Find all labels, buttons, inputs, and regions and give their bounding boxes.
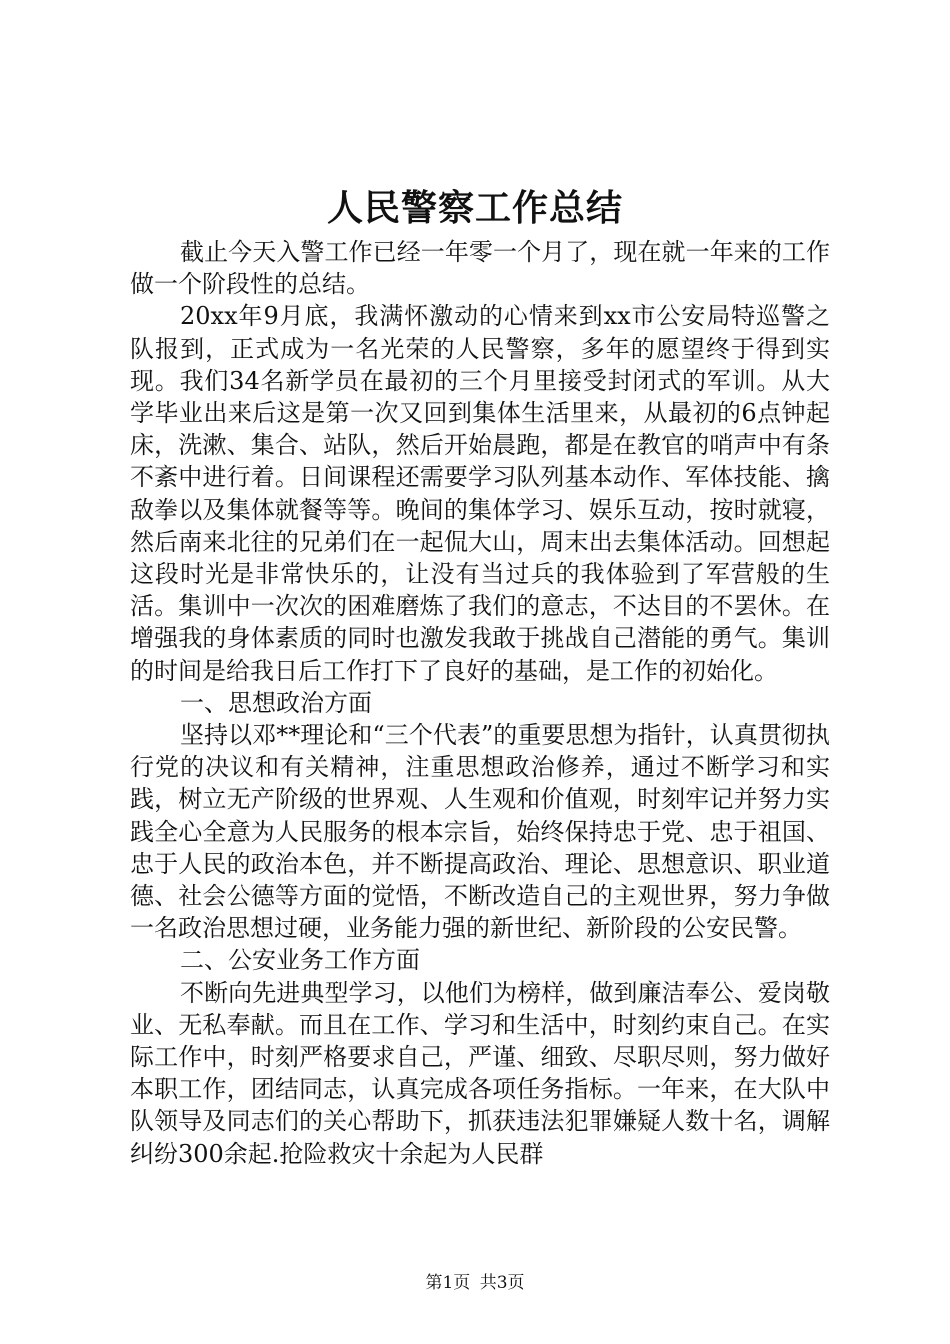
page-footer xyxy=(0,1272,950,1294)
paragraph-business: 不断向先进典型学习，以他们为榜样，做到廉洁奉公、爱岗敬业、无私奉献。而且在工作、学习和生活中，时刻约束自己。在实际工作中，时刻严格要求自己，严谨、细致、尽职尽则，努力做好本职工作，团结同志，认真完成各项任务指标。一年来，在大队中队领导及同志们的关心帮助下，抓获违法犯罪嫌疑人数十名，调解纠纷300余起.抢险救灾十余起为人民群 xyxy=(130,978,830,1168)
section-heading-business: 二、公安业务工作方面 xyxy=(180,946,420,975)
paragraph-training: 20xx年9月底，我满怀激动的心情来到xx市公安局特巡警之队报到，正式成为一名光荣的人民警察，多年的愿望终于得到实现。我们34名新学员在最初的三个月里接受封闭式的军训。从大学毕业出来后这是第一次又回到集体生活里来，从最初的6点钟起床，洗漱、集合、站队，然后开始晨跑，都是在教官的哨声中有条不紊中进行着。日间课程还需要学习队列基本动作、军体技能、擒敌拳以及集体就餐等等。晚间的集体学习、娱乐互动，按时就寝，然后南来北往的兄弟们在一起侃大山，周末出去集体活动。回想起这段时光是非常快乐的，让没有当过兵的我体验到了军营般的生活。集训中一次次的困难磨炼了我们的意志，不达目的不罢休。在增强我的身体素质的同时也激发我敢于挑战自己潜能的勇气。集训的时间是给我日后工作打下了良好的基础，是工作的初始化。 xyxy=(130,302,830,685)
document-title: 人民警察工作总结 xyxy=(326,187,623,229)
page-number: 第1页 xyxy=(425,1273,471,1293)
section-heading-political: 一、思想政治方面 xyxy=(180,688,372,717)
paragraph-political: 坚持以邓**理论和“三个代表”的重要思想为指针，认真贯彻执行党的决议和有关精神，注重思想政治修养，通过不断学习和实践，树立无产阶级的世界观、人生观和价值观，时刻牢记并努力实践全心全意为人民服务的根本宗旨，始终保持忠于党、忠于祖国、忠于人民的政治本色，并不断提高政治、理论、思想意识、职业道德、社会公德等方面的觉悟，不断改造自己的主观世界，努力争做一名政治思想过硬，业务能力强的新世纪、新阶段的公安民警。 xyxy=(130,721,830,943)
page-total: 共3页 xyxy=(479,1273,525,1293)
document-body xyxy=(130,236,830,1170)
paragraph-intro: 截止今天入警工作已经一年零一个月了，现在就一年来的工作做一个阶段性的总结。 xyxy=(130,238,830,299)
